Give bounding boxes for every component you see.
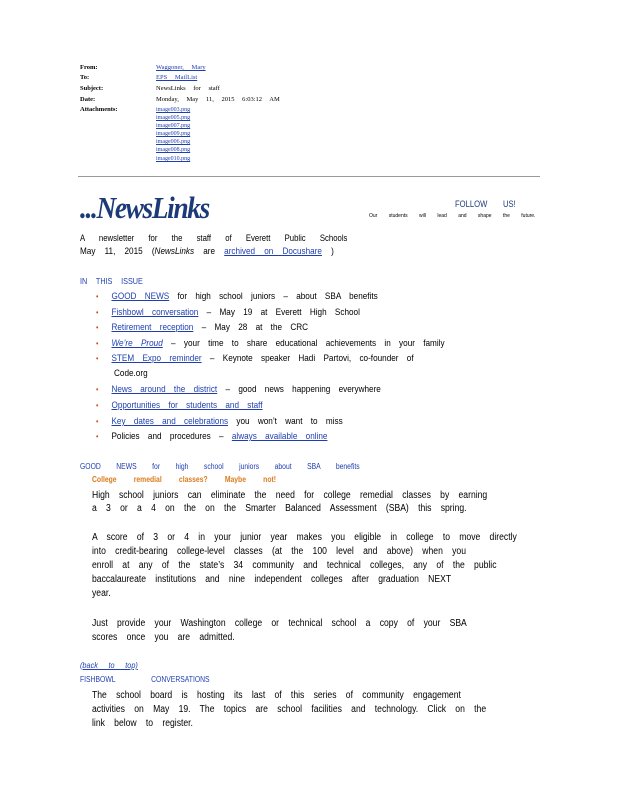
to-value[interactable]: EPS MailList <box>156 74 198 81</box>
toc-item <box>96 384 381 395</box>
section-heading-good-news: GOOD NEWS for high school juniors about SBA benefits <box>80 462 360 471</box>
toc-item-text: Policies and procedures – <box>111 431 224 442</box>
toc-item <box>96 322 308 333</box>
paragraph-line: Just provide your Washington college or technical school a copy of your SBA <box>92 618 467 629</box>
toc-item <box>96 291 378 302</box>
from-value[interactable]: Waggoner, Mary <box>156 64 206 71</box>
toc-link-key-dates[interactable]: Key dates and celebrations <box>111 416 229 427</box>
paragraph-line: into credit-bearing college-level classes (at the 100 level and above) when you <box>92 546 466 557</box>
are-text: are <box>203 246 216 257</box>
date-label: Date: <box>80 96 96 103</box>
newslinks-logo: ...NewsLinks <box>80 190 209 225</box>
attachment-link[interactable]: image005.png <box>156 115 191 121</box>
attachment-link[interactable]: image006.png <box>156 139 191 145</box>
subject-label: Subject: <box>80 85 104 92</box>
follow-us-link[interactable]: FOLLOW US! <box>455 199 516 209</box>
toc-item-text: for high school juniors – about SBA benefits <box>177 291 378 302</box>
paragraph-line: The school board is hosting its last of this series of community engagement <box>92 690 461 701</box>
toc-link-were-proud[interactable]: We’re Proud <box>111 338 163 349</box>
bullet-icon: • <box>96 401 99 410</box>
bullet-icon: • <box>96 354 99 363</box>
from-label: From: <box>80 64 98 71</box>
toc-link-stem-expo[interactable]: STEM Expo reminder <box>111 353 202 364</box>
paren-open: ( <box>151 246 155 257</box>
intro-date-line <box>80 246 334 257</box>
tagline: Our students will lead and shape the future. <box>369 213 536 219</box>
bullet-icon: • <box>96 308 99 317</box>
toc-link-opportunities[interactable]: Opportunities for students and staff <box>111 400 263 411</box>
paragraph-line: High school juniors can eliminate the need for college remedial classes by earning <box>92 490 488 501</box>
attachment-link[interactable]: image009.png <box>156 131 191 137</box>
section-subheading: College remedial classes? Maybe not! <box>92 475 277 484</box>
attachment-link[interactable]: image003.png <box>156 107 191 113</box>
paragraph-line: A score of 3 or 4 in your junior year makes you eligible in college to move directly <box>92 532 517 543</box>
toc-item <box>96 338 445 349</box>
attachments-label: Attachments: <box>80 106 118 113</box>
newslinks-italic: NewsLinks <box>154 246 195 257</box>
toc-item-text: – May 19 at Everett High School <box>206 307 360 318</box>
issue-date: May 11, 2015 <box>80 246 143 257</box>
to-label: To: <box>80 74 90 81</box>
paragraph-line: enroll at any of the state’s 34 community and technical colleges, any of the public <box>92 560 497 571</box>
toc-item-text: – Keynote speaker Hadi Partovi, co-founder of <box>209 353 414 364</box>
toc-item <box>96 416 343 427</box>
toc-item <box>96 353 414 364</box>
toc-item-text: – May 28 at the CRC <box>201 322 309 333</box>
date-value: Monday, May 11, 2015 6:03:12 AM <box>156 96 280 103</box>
toc-item-text: – good news happening everywhere <box>225 384 381 395</box>
toc-heading: IN THIS ISSUE <box>80 276 143 286</box>
attachment-link[interactable]: image007.png <box>156 123 191 129</box>
toc-item <box>96 400 263 411</box>
toc-item-continuation: Code.org <box>114 368 148 379</box>
toc-link-good-news[interactable]: GOOD NEWS <box>111 291 170 302</box>
paragraph-line: activities on May 19. The topics are school facilities and technology. Click on the <box>92 704 487 715</box>
toc-link-news-around[interactable]: News around the district <box>111 384 218 395</box>
toc-item <box>96 307 360 318</box>
toc-item-text: – your time to share educational achievements in your family <box>171 338 445 349</box>
bullet-icon: • <box>96 339 99 348</box>
bullet-icon: • <box>96 323 99 332</box>
attachment-link[interactable]: image008.png <box>156 147 191 153</box>
toc-link-policies[interactable]: always available online <box>231 431 328 442</box>
attachment-link[interactable]: image010.png <box>156 156 191 162</box>
subject-value: NewsLinks for staff <box>156 85 220 92</box>
paragraph-line: scores once you are admitted. <box>92 632 235 643</box>
toc-link-retirement[interactable]: Retirement reception <box>111 322 194 333</box>
paren-close: ) <box>331 246 334 257</box>
section-heading-fishbowl: FISHBOWL CONVERSATIONS <box>80 675 210 684</box>
bullet-icon: • <box>96 417 99 426</box>
intro-line: A newsletter for the staff of Everett Public Schools <box>80 233 348 243</box>
toc-link-fishbowl[interactable]: Fishbowl conversation <box>111 307 199 318</box>
paragraph-line: link below to register. <box>92 718 193 729</box>
paragraph-line: baccalaureate institutions and nine independent colleges after graduation NEXT <box>92 574 452 585</box>
archive-link[interactable]: archived on Docushare <box>224 246 322 257</box>
bullet-icon: • <box>96 385 99 394</box>
back-to-top-link[interactable]: (back to top) <box>80 660 138 670</box>
toc-item-text: you won’t want to miss <box>236 416 343 427</box>
toc-item <box>96 431 327 442</box>
bullet-icon: • <box>96 432 99 441</box>
paragraph-line: year. <box>92 588 111 599</box>
header-divider <box>78 176 540 177</box>
bullet-icon: • <box>96 292 99 301</box>
paragraph-line: a 3 or a 4 on the on the Smarter Balanced Assessment (SBA) this spring. <box>92 503 467 514</box>
